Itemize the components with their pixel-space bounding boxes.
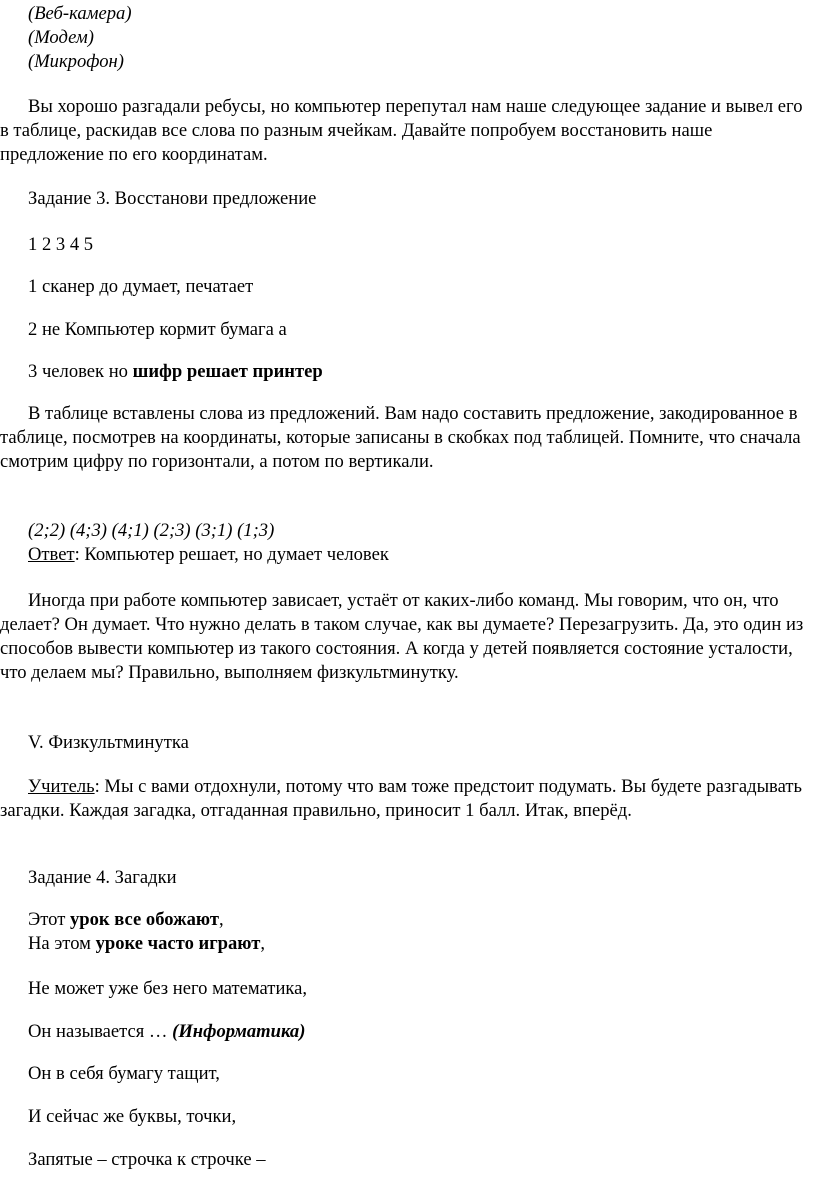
riddle-1-line-1-bold: урок все обожают — [69, 909, 219, 930]
device-modem: (Модем) — [28, 27, 94, 48]
riddle-1-line-1 — [28, 908, 816, 932]
riddle-2-line-3: Запятые – строчка к строчке – — [28, 1149, 266, 1170]
table-row-3-bold: шифр решает принтер — [132, 361, 323, 382]
section-5-title: V. Физкультминутка — [28, 732, 189, 753]
table-row-1: 1 сканер до думает, печатает — [28, 276, 254, 297]
answer-line — [0, 543, 816, 567]
coordinates: (2;2) (4;3) (4;1) (2;3) (3;1) (1;3) — [28, 520, 275, 541]
riddle-1 — [0, 908, 816, 956]
riddle-2-line-1: Он в себя бумагу тащит, — [28, 1063, 220, 1084]
answer-text: : Компьютер решает, но думает человек — [74, 544, 389, 565]
paragraph-teacher — [0, 775, 812, 823]
task3-title: Задание 3. Восстанови предложение — [28, 188, 317, 209]
table-header: 1 2 3 4 5 — [28, 234, 94, 255]
riddle-line-3: Не может уже без него математика, — [28, 978, 308, 999]
table-row-2: 2 не Компьютер кормит бумага а — [28, 319, 287, 340]
riddle-1-line-2-bold: уроке часто играют — [95, 933, 261, 954]
riddle-line-4-plain: Он называется … — [28, 1021, 173, 1042]
riddle-1-line-2-c: , — [260, 933, 266, 954]
task4-title: Задание 4. Загадки — [28, 867, 177, 888]
riddle-line-4 — [0, 1020, 816, 1044]
paragraph-instructions: В таблице вставлены слова из предложений. Вам надо составить предложение, закодированное в таблице, посмотрев на координаты, которые записаны в скобках под таблицей. Помните, что сначала смотрим цифру по горизонтали, а потом по вертикали. — [0, 403, 801, 472]
riddle-1-line-2-a: На этом — [28, 933, 96, 954]
paragraph-intro: Вы хорошо разгадали ребусы, но компьютер перепутал нам наше следующее задание и вывел его в таблице, раскидав все слова по разным ячейкам. Давайте попробуем восстановить наше предложение по его координатам. — [0, 96, 803, 165]
teacher-text: : Мы с вами отдохнули, потому что вам тоже предстоит подумать. Вы будете разгадывать загадки. Каждая загадка, отгаданная правильно, приносит 1 балл. Итак, вперёд. — [0, 776, 802, 821]
riddle-1-line-1-c: , — [219, 909, 224, 930]
riddle-2-line-2: И сейчас же буквы, точки, — [28, 1106, 237, 1127]
riddle-1-line-2 — [28, 932, 816, 956]
device-list — [0, 2, 816, 74]
device-webcam: (Веб-камера) — [28, 3, 132, 24]
paragraph-freeze: Иногда при работе компьютер зависает, устаёт от каких-либо команд. Мы говорим, что он, что делает? Он думает. Что нужно делать в таком случае, как вы думаете? Перезагрузить. Да, это один из способов вывести компьютер из такого состояния. А когда у детей появляется состояние усталости, что делаем мы? Правильно, выполняем физкультминутку. — [0, 590, 804, 683]
answer-label: Ответ — [28, 544, 75, 565]
riddle-answer: (Информатика) — [172, 1021, 306, 1042]
teacher-label: Учитель — [28, 776, 95, 797]
riddle-1-line-1-a: Этот — [28, 909, 70, 930]
table-row-3-plain: 3 человек но — [28, 361, 133, 382]
table-row-3 — [0, 360, 816, 384]
device-microphone: (Микрофон) — [28, 51, 124, 72]
